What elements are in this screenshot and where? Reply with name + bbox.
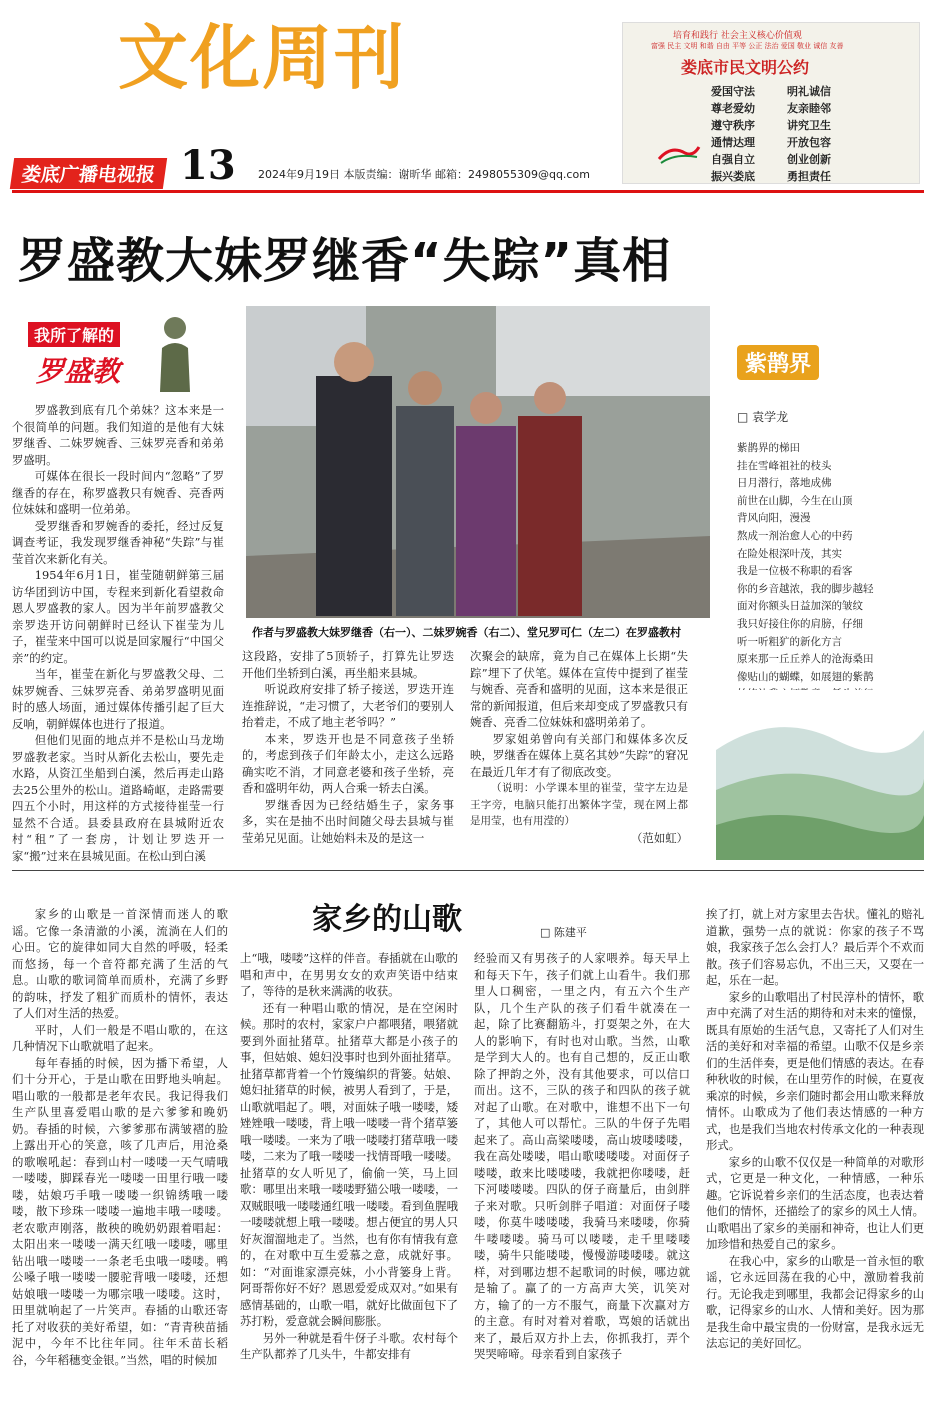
photo-caption: 作者与罗盛教大妹罗继香（右一）、二妹罗婉香（右二）、堂兄罗可仁（左二）在罗盛教村	[252, 626, 681, 639]
poem-line: 紫鹊界的梯田	[737, 442, 800, 454]
ad-item: 勇担责任	[787, 170, 831, 183]
ad-item: 振兴娄底	[711, 170, 755, 183]
ad-item: 尊老爱幼	[711, 102, 755, 115]
poem-line: 听一听粗犷的新化方言	[737, 635, 842, 648]
paragraph: 挨了打，就上对方家里去告状。懂礼的赔礼道歉，强势一点的就说：你家的孩子不骂娘，我家孩子怎么会打人？最后弄个不欢而散。孩子们容易忘仇，不出三天，又耍在一起，乐在一起。	[706, 907, 924, 987]
paragraph: 听说政府安排了轿子接送，罗迭开连连推辞说，“走习惯了，大老爷们的要别人抬着走，不成了地主老爷吗？”	[242, 682, 454, 729]
article2-col4	[706, 906, 924, 1394]
paragraph: 当年，崔莹在新化与罗盛教父母、二妹罗婉香、三妹罗亮香、弟弟罗盛明见面时的感人场面，通过媒体传播引起了巨大反响，朝鲜媒体也进行了报道。	[12, 667, 224, 731]
ad-item: 通情达理	[711, 136, 755, 149]
issue-meta: 2024年9月19日 本版责编：谢昕华 邮箱：2498055309@qq.com	[258, 168, 590, 181]
article-headline: 罗盛教大妹罗继香“失踪”真相	[18, 233, 672, 289]
article2-headline: 家乡的山歌	[312, 902, 462, 937]
poem-line: 日月潜行，落地成佛	[737, 477, 832, 490]
terrace-landscape-image	[716, 690, 924, 860]
poem-line: 你的乡音越浓，我的脚步越轻	[737, 582, 874, 595]
ad-items	[711, 83, 863, 185]
group-photo	[246, 306, 710, 618]
masthead-title: 文化周刊	[118, 17, 406, 99]
paragraph: 家乡的山歌是一首深情而迷人的歌谣。它像一条清澈的小溪，流淌在人们的心田。它的旋律如同大自然的呼吸，轻柔而悠扬，每一个音符都充满了生活的气息。山歌的歌词简单而质朴，充满了乡野的韵味，抒发了粗犷而质朴的情怀，表达了人们对生活的热爱。	[12, 907, 228, 1020]
ad-item: 讲究卫生	[787, 119, 831, 132]
poem-line: 挂在雪峰祖社的枝头	[737, 459, 832, 472]
paragraph: 1954年6月1日，崔莹随朝鲜第三届访华团到访中国，专程来到新化看望救命恩人罗盛教的家人。因为半年前罗盛教父亲罗迭开访问朝鲜时已经认下崔莹为儿子，崔莹来中国可以说是回家履行“中国父亲”的约定。	[12, 568, 224, 665]
section-divider	[12, 870, 924, 871]
ad-item: 自强自立	[711, 153, 755, 166]
poem-line: 熬成一剂治愈人心的中药	[737, 529, 853, 542]
column-badge	[28, 312, 200, 396]
paragraph: 另外一种就是看牛伢子斗歌。农村每个生产队都养了几头牛，牛都安排有	[240, 1330, 458, 1361]
paragraph: 本来，罗迭开也是不同意孩子坐轿的，考虑到孩子们年龄太小，走这么远路确实吃不消，才同意老婆和孩子坐轿，亮香和盛明年幼，两人合乘一轿去白溪。	[242, 731, 454, 795]
poem-line: 我只好接住你的肩膀，仔细	[737, 617, 863, 630]
poem-body	[737, 440, 874, 704]
poem-line: 面对你额头日益加深的皱纹	[737, 600, 863, 613]
byline: （范如虹）	[631, 830, 688, 845]
page-number: 13	[180, 142, 236, 189]
poem-title: 紫鹊界	[737, 345, 819, 380]
paragraph: 平时，人们一般是不唱山歌的，在这几种情况下山歌就唱了起来。	[12, 1022, 228, 1053]
article2-col3	[474, 950, 690, 1394]
paragraph: 每年春插的时候，因为播下希望，人们十分开心，于是山歌在田野地头响起。唱山歌的一般都是老年农民。我记得我们生产队里喜爱唱山歌的是六爹爹和晚奶奶。春插的时候，六爹爹那布满皱褶的脸上露出开心的笑意，咳了几声后，用沧桑的歌喉吼起：春到山村一喽喽一天气晴哦一喽喽，脚踩春光一喽喽一田里行哦一喽喽，姑娘巧手哦一喽喽一织锦绣哦一喽喽，散下珍珠一喽喽一遍地丰哦一喽喽。老农歌声刚落，散秧的晚奶奶跟着唱起：太阳出来一喽喽一满天红哦一喽喽，哪里钻出哦一喽喽一一条老毛虫哦一喽喽。鸭公嗓子哦一喽喽一腰驼背哦一喽喽，还想姑娘哦一喽喽一为哪宗哦一喽喽。这时，田里就响起了一片笑声。春插的山歌还寄托了对收获的美好希望，如：“青青秧苗插泥中，今年不比往年同。往年禾苗长稻谷，今年稻穗变金银。”当然，唱的时候加	[12, 1055, 228, 1367]
poem-line: 原来那一丘丘养人的沧海桑田	[737, 653, 874, 666]
paragraph: 在我心中，家乡的山歌是一首永恒的歌谣，它永远回荡在我的心中，激励着我前行。无论我走到哪里，我都会记得家乡的山歌，记得家乡的山水、人情和美好。因为那是我生命中最宝贵的一份财富，是我永远无法忘记的美好回忆。	[706, 1253, 924, 1350]
ad-item: 爱国守法	[711, 85, 755, 98]
poem-line: 前世在山脚，今生在山顶	[737, 494, 853, 507]
photo-illustration	[246, 306, 710, 618]
article1-col3	[470, 648, 688, 862]
civic-ad	[622, 22, 920, 184]
ad-item: 开放包容	[787, 136, 831, 149]
article1-col1	[12, 402, 224, 862]
ad-item: 明礼诚信	[787, 85, 831, 98]
article2-col2	[240, 950, 458, 1394]
paragraph: 但他们见面的地点并不是松山马龙坳罗盛教老家。当时从新化去松山，要先走水路，从资江坐船到白溪，然后再走山路去25公里外的松山。道路崎岖，走路需要四五个小时，用这样的方式接待崔莹一行显然不合适。县委县政府在县城附近农村“租”了一套房，计划让罗迭开一家“搬”过来在县城见面。在松山到白溪	[12, 733, 224, 862]
paragraph: 上“哦，喽喽”这样的伴音。春插就在山歌的唱和声中，在男男女女的欢声笑语中结束了，等待的是秋来满满的收获。	[240, 951, 458, 998]
badge-top: 我所了解的	[28, 322, 120, 347]
ad-sub-line: 富强 民主 文明 和谐 自由 平等 公正 法治 爱国 敬业 诚信 友善	[651, 42, 844, 50]
note: （说明：小学课本里的崔莹，莹字左边是王字旁，电脑只能打出繁体字莹，现在网上都是用莹，也有用滢的）	[470, 782, 688, 827]
paragraph: 这段路，安排了5顶轿子，打算先让罗迭开他们坐轿到白溪，再坐船来县城。	[242, 649, 454, 680]
paragraph: 家乡的山歌不仅仅是一种简单的对歌形式，它更是一种文化，一种情感，一种乐趣。它诉说着乡亲们的生活态度，也表达着他们的情怀，还描绘了的家乡的风土人情。山歌唱出了家乡的美丽和神奇，也让人们更加珍惜和热爱自己的家乡。	[706, 1154, 924, 1251]
paragraph: 次聚会的缺席，竟为自己在媒体上长期“失踪”埋下了伏笔。媒体在宣传中提到了崔莹与婉香、亮香和盛明的见面，这本来是很正常的新闻报道，但后来却变成了罗盛教只有婉香、亮香二位妹妹和盛明弟弟了。	[470, 649, 688, 729]
poem-author: □ 袁学龙	[737, 410, 789, 424]
paragraph: 罗家姐弟曾向有关部门和媒体多次反映，罗继香在媒体上莫名其妙“失踪”的窘况在最近几年才有了彻底改变。	[470, 731, 688, 779]
paragraph: 罗盛教到底有几个弟妹？这本来是一个很简单的问题。我们知道的是他有大妹罗继香、二妹罗婉香、三妹罗亮香和弟弟罗盛明。	[12, 403, 224, 467]
civic-logo-icon	[657, 141, 701, 167]
ad-item: 友亲睦邻	[787, 102, 831, 115]
article2-author: □ 陈建平	[540, 926, 587, 939]
poem-line: 我是一位极不称职的看客	[737, 565, 853, 578]
paragraph: 罗继香因为已经结婚生子，家务事多，实在是抽不出时间随父母去县城与崔莹弟兄见面。让她始料未及的是这一	[242, 797, 454, 845]
ad-top-line: 培育和践行 社会主义核心价值观	[673, 31, 802, 41]
brand-label: 娄底广播电视报	[10, 158, 167, 189]
paragraph: 经验而又有男孩子的人家喂养。每天早上和每天下午，孩子们就上山看牛。我们那里人口稠密，一里之内，有五六个生产队，几个生产队的孩子们看牛就凑在一起，除了比赛翻筋斗，打耍架之外，在大人的影响下，有时也对山歌。当然，山歌是学到大人的。也有自己想的，反正山歌除了押韵之外，没有其他要求，可以信口而出。这不，三队的孩子和四队的孩子就对起了山歌。在对歌中，谁想不出下一句了，其他人可以帮忙。三队的牛伢子先唱起来了。高山高梁喽喽，高山坡喽喽喽，我在高处喽喽，唱山歌喽喽喽。对面伢子喽喽，敢来比喽喽喽，我就把你喽喽，赶下河喽喽喽。四队的伢子商量后，由剑胖子来对歌。只听剑胖子唱道：对面伢子喽喽，你莫牛喽喽喽，我骑马来喽喽，你骑牛喽喽喽。骑马可以喽喽，走千里喽喽喽，骑牛只能喽喽，慢慢游喽喽喽。就这样，对到哪边想不起歌词的时候，哪边就是输了。赢了的一方高声大笑，讥笑对方，输了的一方不服气，商量下次赢对方的主意。有时对着对着歌，骂娘的话就出来了，最后双方扑上去，你抓我打，弄个哭哭啼啼。母亲看到自家孩子	[474, 951, 690, 1361]
article2-col1	[12, 906, 228, 1394]
ad-item: 遵守秩序	[711, 119, 755, 132]
paragraph: 还有一种唱山歌的情况，是在空闲时候。那时的农村，家家户户都喂猪，喂猪就要到外面扯猪草。扯猪草大都是小孩子的事，但姑娘、媳妇没事时也到外面扯猪草。扯猪草都背着一个竹篾编织的背篓。姑娘、媳妇扯猪草的时候，被男人看到了，于是，山歌就唱起了。喂，对面妹子哦一喽喽，矮矬矬哦一喽喽，背上哦一喽喽一背个猪草篓哦一喽喽。一来为了哦一喽喽打猪草哦一喽喽，二来为了哦一喽喽一找情哥哦一喽喽。扯猪草的女人听见了，偷偷一笑，马上回歌：哪里出来哦一喽喽野猫公哦一喽喽，一双贼眼哦一喽喽通红哦一喽喽。看到鱼腥哦一喽喽就想上哦一喽喽。想占便宜的男人只好灰溜溜地走了。当然，也有你有情我有意的，在对歌中互生爱慕之意，成就好事。如：“对面谁家漂亮妹，小小背篓身上背。阿哥帮你好不好？恩恩爱爱成双对。”如果有感情基础的，山歌一唱，就好比做面包下了苏打粉，爱意就会瞬间膨胀。	[240, 1000, 458, 1328]
header-rule	[12, 190, 924, 193]
paragraph: 家乡的山歌唱出了村民淳朴的情怀，歌声中充满了对生活的期待和对未来的憧憬，既具有原始的生活气息，又寄托了人们对生活的美好和对幸福的希望。山歌不仅是乡亲们的生活伴奏，更是他们情感的表达。在春种秋收的时候，在山里劳作的时候，在夏夜乘凉的时候，乡亲们随时都会用山歌来释放情怀。山歌成为了他们表达情感的一种方式，也是我们当地农村传承文化的一种表现形式。	[706, 989, 924, 1152]
paragraph: 可媒体在很长一段时间内“忽略”了罗继香的存在，称罗盛教只有婉香、亮香两位妹妹和盛明一位弟弟。	[12, 469, 224, 516]
soldier-figure-icon	[150, 312, 200, 394]
poem-line: 背风向阳，漫漫	[737, 512, 811, 525]
poem-line: 像贴山的蝴蝶，如展翅的紫鹊	[737, 670, 874, 683]
poem-line: 在险处根深叶茂，其实	[737, 547, 842, 560]
paragraph: 受罗继香和罗婉香的委托，经过反复调查考证，我发现罗继香神秘“失踪”与崔莹首次来新化有关。	[12, 518, 224, 566]
article1-col2	[242, 648, 454, 862]
ad-item: 创业创新	[787, 153, 831, 166]
badge-name: 罗盛教	[36, 355, 121, 388]
ad-title: 娄底市民文明公约	[681, 58, 810, 77]
